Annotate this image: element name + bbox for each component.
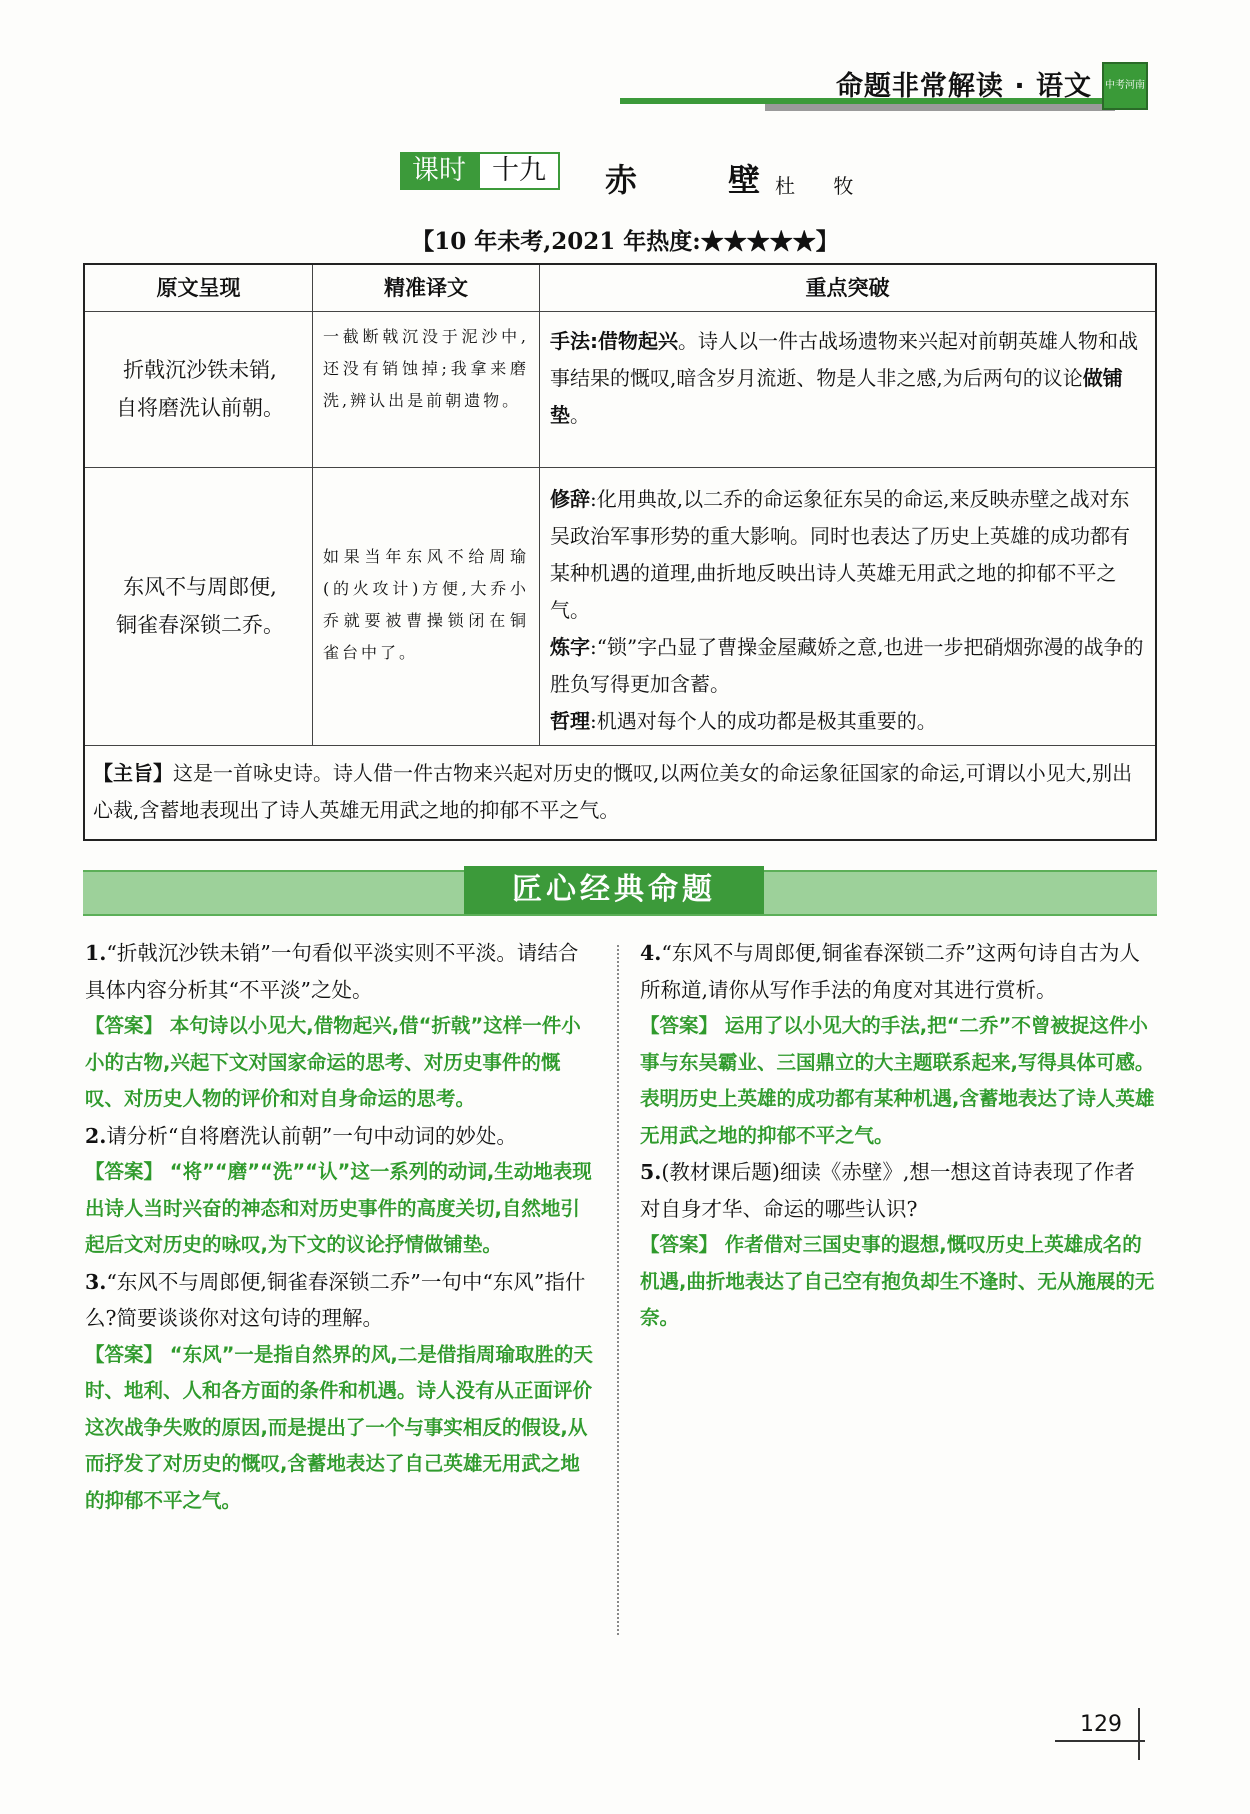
original-line: 自将磨洗认前朝。 — [116, 396, 284, 420]
answer-text: 【答案】 运用了以小见大的手法,把“二乔”不曾被捉这件小事与东吴霸业、三国鼎立的大主题联系起来,写得具体可感。表明历史上英雄的成功都有某种机遇,含蓄地表达了诗人英雄无用武之地的抑郁不平之气。 — [640, 1014, 1155, 1147]
question-body: “折戟沉沙铁未销”一句看似平淡实则不平淡。请结合具体内容分析其“不平淡”之处。 — [85, 941, 579, 1002]
question-number: 5. — [640, 1160, 662, 1184]
key-text: :机遇对每个人的成功都是极其重要的。 — [590, 709, 937, 733]
question-number: 1. — [85, 941, 107, 965]
question-item — [85, 1264, 597, 1520]
question-body: (教材课后题)细读《赤壁》,想一想这首诗表现了作者对自身才华、命运的哪些认识? — [640, 1160, 1135, 1221]
key-point-rhetoric — [550, 481, 1145, 629]
row-divider — [85, 467, 1155, 468]
page-number-tick — [1138, 1708, 1140, 1760]
answer-text: 【答案】 “东风”一是指自然界的风,二是借指周瑜取胜的天时、地利、人和各方面的条件和机遇。诗人没有从正面评价这次战争失败的原因,而是提出了一个与事实相反的假设,从而抒发了对历史的慨叹,含蓄地表达了自己英雄无用武之地的抑郁不平之气。 — [85, 1342, 593, 1512]
row-divider — [85, 745, 1155, 746]
key-points-row2 — [550, 481, 1145, 740]
original-line: 东风不与周郎便, — [123, 575, 277, 599]
col-divider — [539, 265, 540, 745]
book-title: 命题非常解读 · 语文 — [835, 71, 1092, 102]
answer-text: 【答案】 本句诗以小见大,借物起兴,借“折戟”这样一件小小的古物,兴起下文对国家命运的思考、对历史事件的慨叹、对历史人物的评价和对自身命运的思考。 — [85, 1014, 581, 1110]
original-line: 折戟沉沙铁未销, — [123, 358, 277, 382]
key-point-word — [550, 629, 1145, 703]
col-divider — [312, 265, 313, 745]
key-label: 修辞 — [550, 487, 590, 511]
lesson-number: 十九 — [478, 152, 560, 190]
answer-text: 【答案】 “将”“磨”“洗”“认”这一系列的动词,生动地表现出诗人当时兴奋的神态和对历史事件的高度关切,自然地引起后文对历史的咏叹,为下文的议论抒情做铺垫。 — [85, 1160, 592, 1256]
question-text — [85, 1118, 597, 1155]
question-text — [85, 935, 597, 1008]
poem-author: 杜 牧 — [775, 174, 870, 198]
question-item — [85, 1118, 597, 1264]
table-header-key-points: 重点突破 — [805, 276, 890, 300]
original-text-row1 — [95, 351, 305, 427]
question-body: “东风不与周郎便,铜雀春深锁二乔”一句中“东风”指什么?简要谈谈你对这句诗的理解。 — [85, 1269, 586, 1330]
key-bold-tail: 做铺垫 — [550, 366, 1123, 427]
theme-text: 这是一首咏史诗。诗人借一件古物来兴起对历史的慨叹,以两位美女的命运象征国家的命运,可谓以小见大,别出心裁,含蓄地表现出了诗人英雄无用武之地的抑郁不平之气。 — [93, 761, 1133, 822]
key-text: :“锁”字凸显了曹操金屋藏娇之意,也进一步把硝烟弥漫的战争的胜负写得更加含蓄。 — [550, 635, 1144, 696]
page-number: 129 — [1080, 1712, 1122, 1737]
table-header-translation: 精准译文 — [384, 276, 468, 300]
original-line: 铜雀春深锁二乔。 — [116, 613, 284, 637]
question-item — [640, 1154, 1155, 1337]
question-item — [85, 935, 597, 1118]
theme-label: 【主旨】 — [93, 761, 173, 785]
questions-left-column — [85, 935, 597, 1519]
key-label: 炼字 — [550, 635, 590, 659]
key-end: 。 — [570, 403, 590, 427]
question-number: 2. — [85, 1123, 107, 1148]
lesson-label — [400, 152, 560, 190]
question-number: 4. — [640, 941, 662, 965]
answer-text: 【答案】 作者借对三国史事的遐想,慨叹历史上英雄成名的机遇,曲折地表达了自己空有抱负却生不逢时、无从施展的无奈。 — [640, 1233, 1155, 1329]
question-text — [640, 935, 1155, 1008]
column-divider — [617, 945, 619, 1635]
theme-summary — [93, 755, 1143, 829]
translation-row1: 一截断戟沉没于泥沙中,还没有销蚀掉;我拿来磨洗,辨认出是前朝遗物。 — [323, 327, 529, 410]
section-title: 匠心经典命题 — [464, 866, 764, 914]
translation-row2: 如果当年东风不给周瑜(的火攻计)方便,大乔小乔就要被曹操锁闭在铜雀台中了。 — [323, 547, 529, 662]
table-header-original: 原文呈现 — [156, 276, 241, 300]
logo-icon: 中考河南 — [1102, 62, 1148, 110]
poem-title: 赤 壁 — [605, 161, 801, 199]
question-text — [85, 1264, 597, 1337]
poem-analysis-table — [83, 263, 1157, 841]
question-number: 3. — [85, 1269, 107, 1294]
row-divider — [85, 311, 1155, 312]
key-points-row1 — [550, 323, 1145, 434]
page-number-rule — [1055, 1740, 1145, 1742]
key-text: 。诗人以一件古战场遗物来兴起对前朝英雄人物和战事结果的慨叹,暗含岁月流逝、物是人非之感,为后两句的议论 — [550, 329, 1138, 390]
key-point-philosophy — [550, 703, 1145, 740]
question-body: “东风不与周郎便,铜雀春深锁二乔”这两句诗自古为人所称道,请你从写作手法的角度对其进行赏析。 — [640, 941, 1140, 1002]
question-item — [640, 935, 1155, 1154]
exam-heat-line: 【10 年未考,2021 年热度:★★★★★】 — [411, 228, 839, 255]
key-text: :化用典故,以二乔的命运象征东吴的命运,来反映赤壁之战对东吴政治军事形势的重大影响。同时也表达了历史上英雄的成功都有某种机遇的道理,曲折地反映出诗人英雄无用武之地的抑郁不平之气。 — [550, 487, 1130, 622]
key-label: 手法:借物起兴 — [550, 329, 678, 353]
key-label: 哲理 — [550, 709, 590, 733]
question-text — [640, 1154, 1155, 1227]
lesson-tag: 课时 — [400, 152, 478, 190]
questions-right-column — [640, 935, 1155, 1337]
original-text-row2 — [95, 568, 305, 644]
question-body: 请分析“自将磨洗认前朝”一句中动词的妙处。 — [106, 1123, 517, 1148]
